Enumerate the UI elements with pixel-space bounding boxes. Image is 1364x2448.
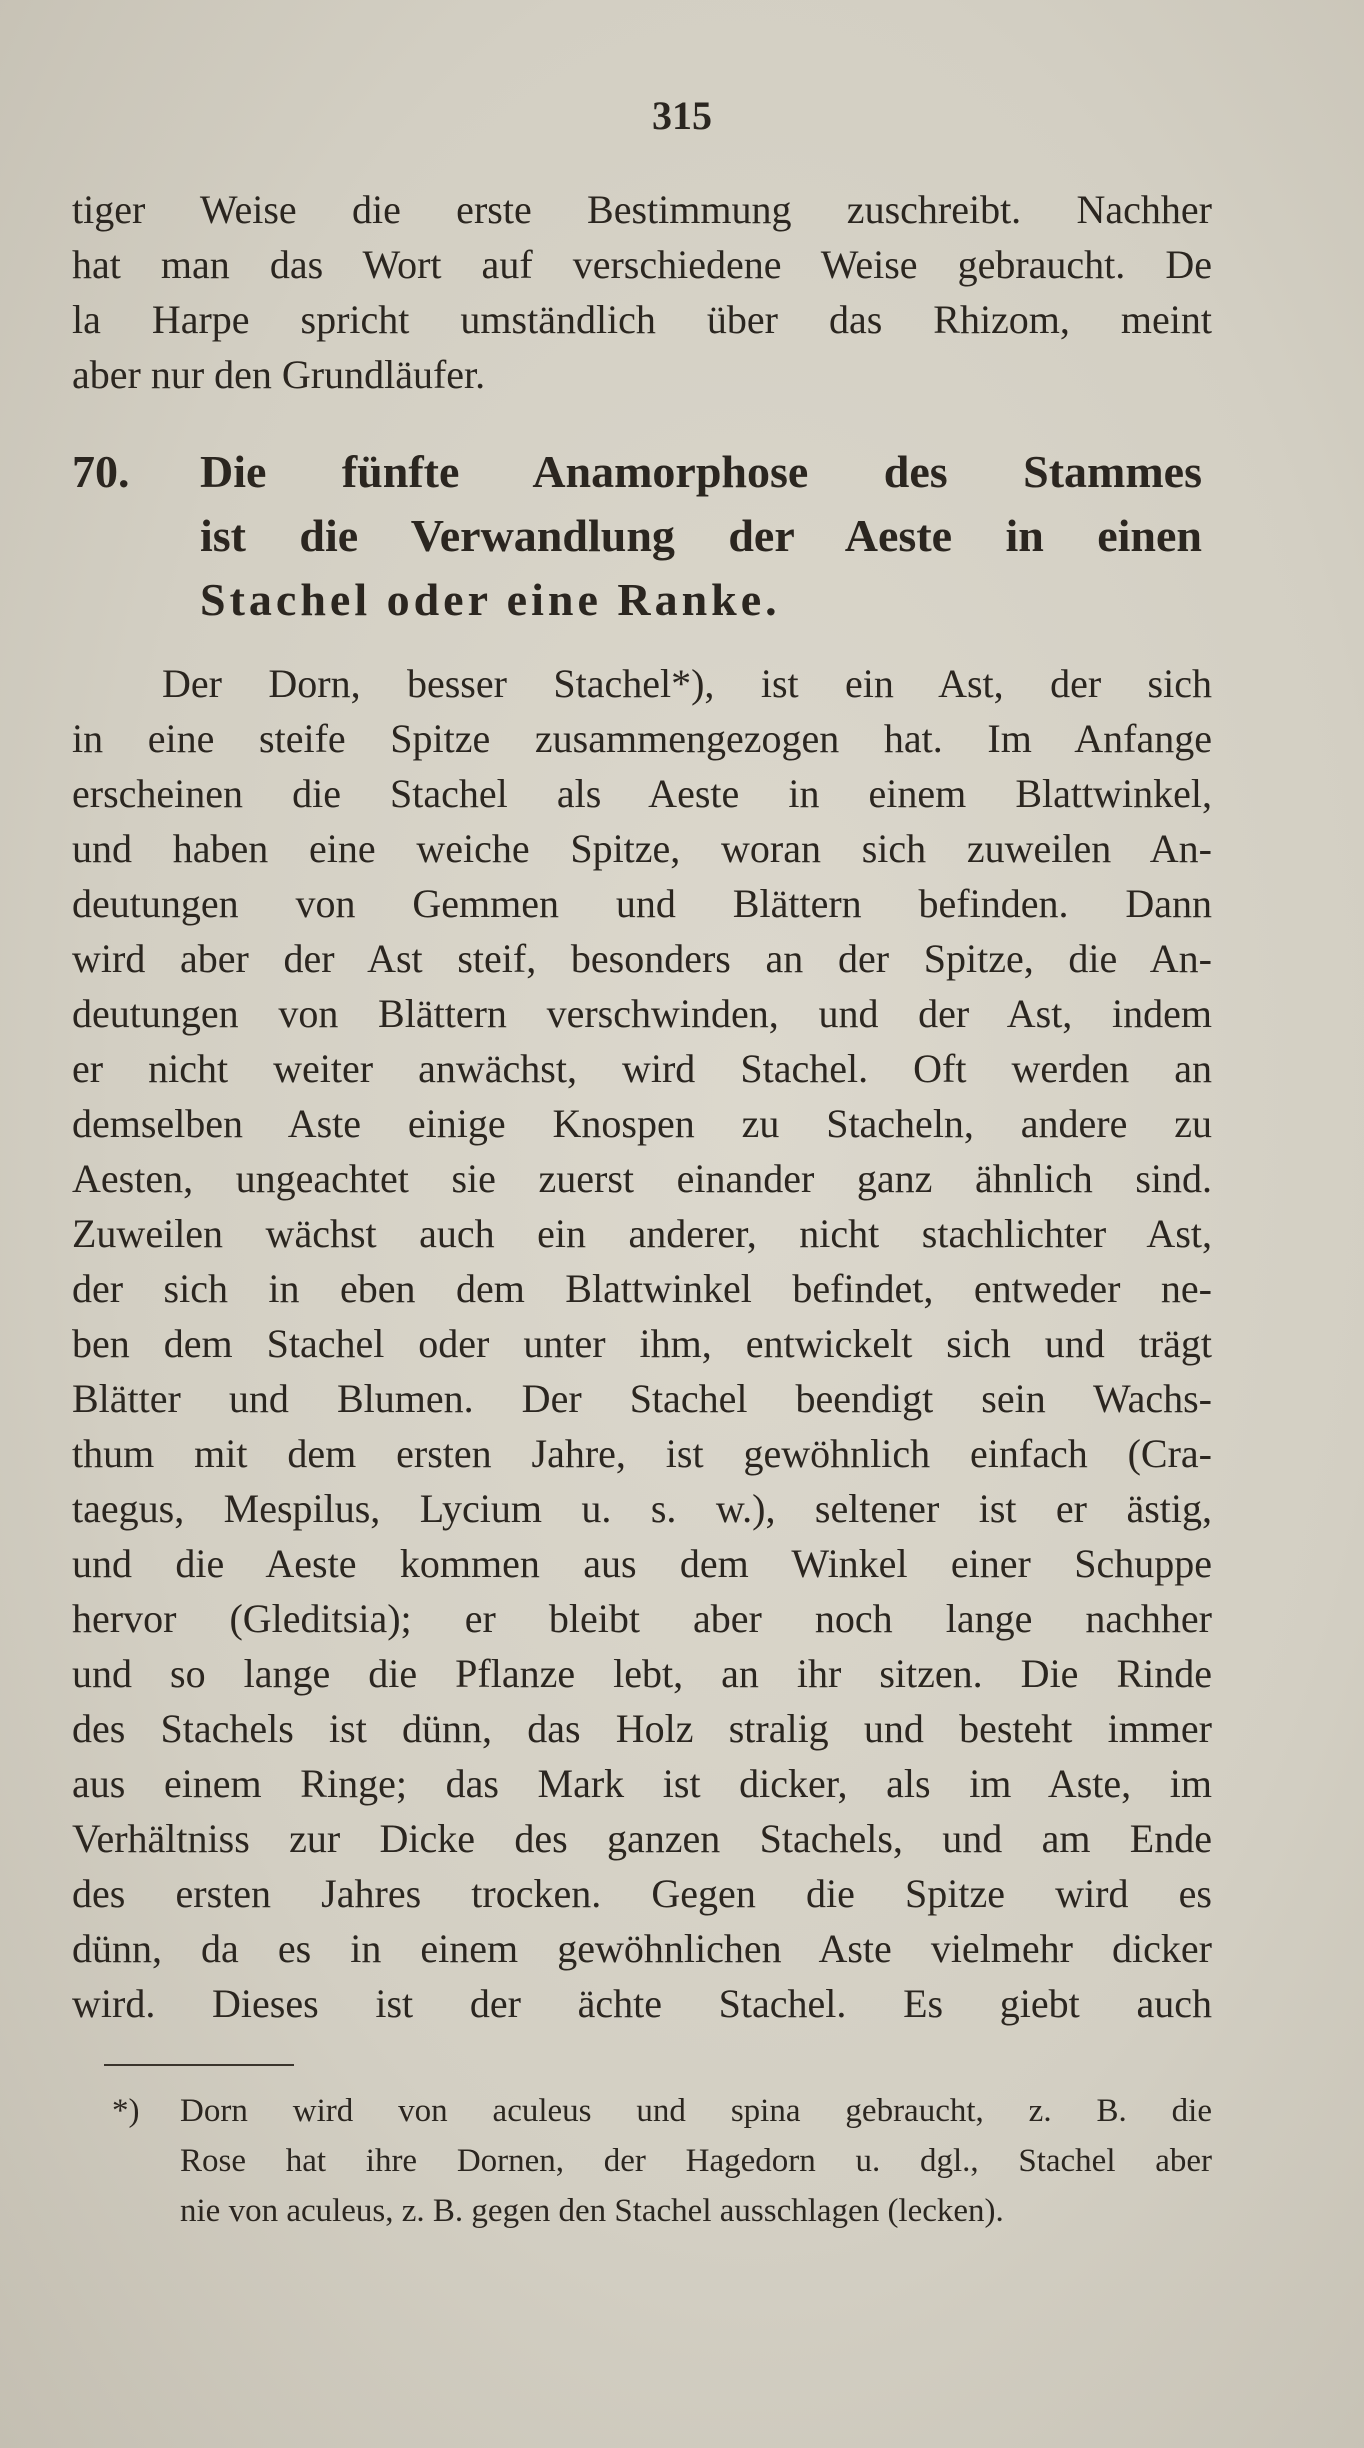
text-line: der sich in eben dem Blattwinkel befindet, entweder ne- <box>72 1266 1212 1311</box>
text-line: taegus, Mespilus, Lycium u. s. w.), seltener ist er ästig, <box>72 1486 1212 1531</box>
text-line: Blätter und Blumen. Der Stachel beendigt sein Wachs- <box>72 1376 1212 1421</box>
text-line: aus einem Ringe; das Mark ist dicker, als im Aste, im <box>72 1761 1212 1806</box>
text-line: in eine steife Spitze zusammengezogen hat. Im Anfange <box>72 716 1212 761</box>
text-line: ben dem Stachel oder unter ihm, entwickelt sich und trägt <box>72 1321 1212 1366</box>
section-number: 70. <box>72 446 130 497</box>
text-line: erscheinen die Stachel als Aeste in einem Blattwinkel, <box>72 771 1212 816</box>
text-line: hat man das Wort auf verschiedene Weise gebraucht. De <box>72 242 1212 287</box>
page-number: 315 <box>652 93 712 138</box>
text-line: wird aber der Ast steif, besonders an der Spitze, die An- <box>72 936 1212 981</box>
text-line: Zuweilen wächst auch ein anderer, nicht stachlichter Ast, <box>72 1211 1212 1256</box>
text-line: aber nur den Grundläufer. <box>72 352 486 397</box>
text-line: tiger Weise die erste Bestimmung zuschreibt. Nachher <box>72 187 1212 232</box>
text-line: la Harpe spricht umständlich über das Rhizom, meint <box>72 297 1212 342</box>
text-line: Aesten, ungeachtet sie zuerst einander ganz ähnlich sind. <box>72 1156 1212 1201</box>
text-line: und so lange die Pflanze lebt, an ihr sitzen. Die Rinde <box>72 1651 1212 1696</box>
text-line: Verhältniss zur Dicke des ganzen Stachels, und am Ende <box>72 1816 1212 1861</box>
heading-line: Die fünfte Anamorphose des Stammes <box>200 446 1202 497</box>
text-line: hervor (Gleditsia); er bleibt aber noch lange nachher <box>72 1596 1212 1641</box>
text-line: deutungen von Blättern verschwinden, und der Ast, indem <box>72 991 1212 1036</box>
section-heading <box>72 440 1202 632</box>
text-line: und die Aeste kommen aus dem Winkel einer Schuppe <box>72 1541 1212 1586</box>
heading-line: Stachel oder eine Ranke. <box>200 574 781 625</box>
text-line: wird. Dieses ist der ächte Stachel. Es giebt auch <box>72 1981 1212 2026</box>
footnote <box>112 2086 1212 2236</box>
text-line: dünn, da es in einem gewöhnlichen Aste vielmehr dicker <box>72 1926 1212 1971</box>
intro-paragraph <box>72 182 1212 402</box>
text-line: deutungen von Gemmen und Blättern befinden. Dann <box>72 881 1212 926</box>
text-line: er nicht weiter anwächst, wird Stachel. Oft werden an <box>72 1046 1212 1091</box>
footnote-line: nie von aculeus, z. B. gegen den Stachel ausschlagen (lecken). <box>180 2193 1004 2229</box>
text-line: thum mit dem ersten Jahre, ist gewöhnlich einfach (Cra- <box>72 1431 1212 1476</box>
text-line: demselben Aste einige Knospen zu Stacheln, andere zu <box>72 1101 1212 1146</box>
text-line: des ersten Jahres trocken. Gegen die Spitze wird es <box>72 1871 1212 1916</box>
heading-line: ist die Verwandlung der Aeste in einen <box>200 510 1202 561</box>
text-line: und haben eine weiche Spitze, woran sich zuweilen An- <box>72 826 1212 871</box>
footnote-marker: *) <box>112 2093 140 2129</box>
text-line: Der Dorn, besser Stachel*), ist ein Ast, der sich <box>162 661 1212 706</box>
footnote-line: Dorn wird von aculeus und spina gebraucht, z. B. die <box>180 2093 1212 2129</box>
footnote-line: Rose hat ihre Dornen, der Hagedorn u. dgl., Stachel aber <box>180 2143 1212 2179</box>
text-line: des Stachels ist dünn, das Holz stralig und besteht immer <box>72 1706 1212 1751</box>
footnote-divider <box>104 2064 294 2066</box>
body-paragraph <box>72 656 1212 2031</box>
